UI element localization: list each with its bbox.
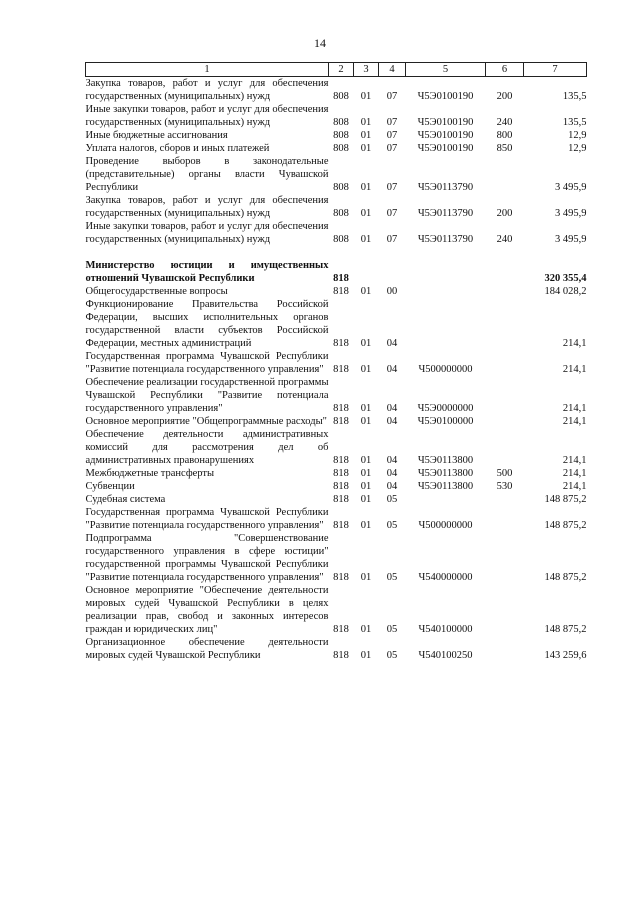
row-target-article: Ч5Э0100000 <box>417 416 474 427</box>
row-section-code: 01 <box>360 468 372 479</box>
row-name: Государственная программа Чувашской Республики "Развитие потенциала государственного управления" <box>85 507 329 531</box>
row-subsection-code: 07 <box>386 130 398 141</box>
row-name: Закупка товаров, работ и услуг для обеспечения государственных (муниципальных) нужд <box>85 78 329 102</box>
row-expense-type <box>486 415 524 428</box>
row-subsection-code: 05 <box>386 624 398 635</box>
table-row <box>86 194 587 220</box>
row-name: Иные закупки товаров, работ и услуг для обеспечения государственных (муниципальных) нужд <box>85 221 329 245</box>
row-subsection-code: 00 <box>386 286 398 297</box>
row-expense-type: 240 <box>496 117 513 128</box>
row-target-article: Ч5Э0113790 <box>417 208 474 219</box>
row-target-article: Ч540000000 <box>418 572 473 583</box>
row-section-code: 01 <box>360 143 372 154</box>
row-section-code: 01 <box>360 572 372 583</box>
row-target-article <box>406 259 486 285</box>
row-amount: 3 495,9 <box>555 182 587 193</box>
row-name: Обеспечение реализации государственной программы Чувашской Республики "Развитие потенциала государственного управления" <box>85 377 329 414</box>
table-row <box>86 467 587 480</box>
table-row <box>86 480 587 493</box>
row-amount: 148 875,2 <box>544 520 587 531</box>
spacer-row <box>86 246 587 259</box>
table-row <box>86 350 587 376</box>
row-section-code: 01 <box>360 234 372 245</box>
row-target-article: Ч5Э0113800 <box>417 468 474 479</box>
row-target-article: Ч5Э0000000 <box>417 403 474 414</box>
row-section-code: 01 <box>360 403 372 414</box>
row-section-code <box>354 259 379 285</box>
table-row <box>86 220 587 246</box>
row-amount: 214,1 <box>562 455 587 466</box>
row-subsection-code: 07 <box>386 234 398 245</box>
row-amount: 214,1 <box>562 468 587 479</box>
row-ministry-code: 808 <box>333 208 349 219</box>
page-number: 14 <box>314 36 326 50</box>
column-header-1: 1 <box>86 63 329 77</box>
column-header-7: 7 <box>524 63 587 77</box>
row-expense-type: 240 <box>496 234 513 245</box>
table-row <box>86 415 587 428</box>
row-target-article: Ч5Э0100190 <box>417 91 474 102</box>
row-ministry-code: 818 <box>333 273 349 284</box>
row-name: Закупка товаров, работ и услуг для обеспечения государственных (муниципальных) нужд <box>85 195 329 219</box>
row-expense-type: 200 <box>496 91 513 102</box>
table-row <box>86 428 587 467</box>
row-section-code: 01 <box>360 91 372 102</box>
row-ministry-code: 818 <box>333 572 349 583</box>
row-target-article <box>406 298 486 350</box>
row-amount: 214,1 <box>562 481 587 492</box>
row-section-code: 01 <box>360 117 372 128</box>
row-section-code: 01 <box>360 455 372 466</box>
row-amount: 214,1 <box>562 416 587 427</box>
row-ministry-code: 818 <box>333 416 349 427</box>
table-row <box>86 376 587 415</box>
row-expense-type <box>486 259 524 285</box>
row-subsection-code: 05 <box>386 494 398 505</box>
row-amount: 214,1 <box>562 403 587 414</box>
row-target-article: Ч540100250 <box>418 650 473 661</box>
row-expense-type: 800 <box>496 130 513 141</box>
column-header-6: 6 <box>486 63 524 77</box>
row-ministry-code: 818 <box>333 650 349 661</box>
row-subsection-code: 04 <box>386 364 398 375</box>
row-name: Подпрограмма "Совершенствование государственного управления в сфере юстиции" государственной программы Чувашской Республики "Развитие потенциала государственного управления" <box>85 533 329 583</box>
row-subsection-code: 04 <box>386 338 398 349</box>
row-ministry-code: 818 <box>333 481 349 492</box>
table-row <box>86 77 587 104</box>
row-name: Уплата налогов, сборов и иных платежей <box>85 143 270 154</box>
row-target-article: Ч5Э0113800 <box>417 481 474 492</box>
column-header-2: 2 <box>329 63 354 77</box>
row-section-code: 01 <box>360 208 372 219</box>
row-subsection-code: 07 <box>386 91 398 102</box>
row-section-code: 01 <box>360 416 372 427</box>
row-subsection-code: 05 <box>386 572 398 583</box>
row-subsection-code: 04 <box>386 468 398 479</box>
row-ministry-code: 808 <box>333 91 349 102</box>
row-ministry-code: 818 <box>333 624 349 635</box>
row-ministry-code: 818 <box>333 338 349 349</box>
row-expense-type <box>486 636 524 662</box>
row-name: Иные бюджетные ассигнования <box>85 130 228 141</box>
row-section-code: 01 <box>360 520 372 531</box>
row-subsection-code: 07 <box>386 143 398 154</box>
row-target-article: Ч5Э0100190 <box>417 130 474 141</box>
row-section-code: 01 <box>360 650 372 661</box>
row-name: Функционирование Правительства Российской Федерации, высших исполнительных органов государственной власти субъектов Российской Федерации, местных администраций <box>85 299 329 349</box>
row-target-article: Ч5Э0113790 <box>417 182 474 193</box>
row-expense-type <box>486 298 524 350</box>
row-name: Проведение выборов в законодательные (представительные) органы власти Чувашской Республики <box>85 156 329 193</box>
row-expense-type <box>486 584 524 636</box>
row-amount: 184 028,2 <box>544 286 587 297</box>
row-amount: 135,5 <box>562 117 587 128</box>
row-name: Государственная программа Чувашской Республики "Развитие потенциала государственного управления" <box>85 351 329 375</box>
row-target-article: Ч500000000 <box>418 520 473 531</box>
row-ministry-code: 808 <box>333 182 349 193</box>
row-expense-type: 500 <box>496 468 513 479</box>
row-name: Организационное обеспечение деятельности мировых судей Чувашской Республики <box>85 637 329 661</box>
row-amount: 214,1 <box>562 338 587 349</box>
row-amount: 3 495,9 <box>555 208 587 219</box>
table-row <box>86 103 587 129</box>
row-target-article <box>406 285 486 298</box>
row-target-article: Ч5Э0100190 <box>417 117 474 128</box>
row-ministry-code: 818 <box>333 520 349 531</box>
table-row <box>86 493 587 506</box>
row-section-code: 01 <box>360 338 372 349</box>
column-header-3: 3 <box>354 63 379 77</box>
row-subsection-code: 04 <box>386 416 398 427</box>
table-row <box>86 259 587 285</box>
row-section-code: 01 <box>360 364 372 375</box>
row-name: Межбюджетные трансферты <box>85 468 215 479</box>
table-row <box>86 155 587 194</box>
row-section-code: 01 <box>360 481 372 492</box>
spacer-cell <box>86 246 587 259</box>
table-row <box>86 636 587 662</box>
row-target-article: Ч5Э0113790 <box>417 234 474 245</box>
row-amount: 214,1 <box>562 364 587 375</box>
row-expense-type <box>486 428 524 467</box>
row-subsection-code: 04 <box>386 481 398 492</box>
row-amount: 148 875,2 <box>544 624 587 635</box>
row-name: Обеспечение деятельности административных комиссий для рассмотрения дел об административных правонарушениях <box>85 429 329 466</box>
row-target-article: Ч5Э0100190 <box>417 143 474 154</box>
column-header-4: 4 <box>379 63 406 77</box>
budget-table <box>85 62 587 662</box>
row-ministry-code: 808 <box>333 130 349 141</box>
row-expense-type <box>486 350 524 376</box>
row-section-code: 01 <box>360 182 372 193</box>
row-amount: 320 355,4 <box>544 273 587 284</box>
table-row <box>86 584 587 636</box>
row-ministry-code: 818 <box>333 286 349 297</box>
row-ministry-code: 808 <box>333 143 349 154</box>
row-expense-type: 200 <box>496 208 513 219</box>
row-amount: 143 259,6 <box>544 650 587 661</box>
table-row <box>86 298 587 350</box>
row-name: Основное мероприятие "Обеспечение деятельности мировых судей Чувашской Республики в целях реализации прав, свобод и законных интересов граждан и юридических лиц" <box>85 585 329 635</box>
row-subsection-code <box>379 259 406 285</box>
column-header-5: 5 <box>406 63 486 77</box>
row-amount: 135,5 <box>562 91 587 102</box>
row-amount: 148 875,2 <box>544 572 587 583</box>
table-row <box>86 506 587 532</box>
row-target-article: Ч540100000 <box>418 624 473 635</box>
table-row <box>86 129 587 142</box>
row-subsection-code: 05 <box>386 650 398 661</box>
row-ministry-code: 818 <box>333 364 349 375</box>
row-name: Общегосударственные вопросы <box>85 286 228 297</box>
row-name: Основное мероприятие "Общепрограммные расходы" <box>85 416 327 427</box>
row-name: Судебная система <box>85 494 166 505</box>
row-ministry-code: 818 <box>333 455 349 466</box>
row-target-article <box>406 493 486 506</box>
row-subsection-code: 07 <box>386 182 398 193</box>
row-ministry-code: 808 <box>333 117 349 128</box>
row-expense-type <box>486 285 524 298</box>
row-ministry-code: 808 <box>333 234 349 245</box>
row-amount: 3 495,9 <box>555 234 587 245</box>
table-row <box>86 142 587 155</box>
row-target-article: Ч500000000 <box>418 364 473 375</box>
row-name: Министерство юстиции и имущественных отношений Чувашской Республики <box>85 260 329 284</box>
row-expense-type <box>486 376 524 415</box>
row-expense-type <box>486 155 524 194</box>
row-target-article: Ч5Э0113800 <box>417 455 474 466</box>
row-subsection-code: 07 <box>386 117 398 128</box>
row-expense-type: 850 <box>496 143 513 154</box>
row-name: Иные закупки товаров, работ и услуг для обеспечения государственных (муниципальных) нужд <box>85 104 329 128</box>
row-expense-type <box>486 532 524 584</box>
table-body <box>86 77 587 663</box>
row-expense-type <box>486 506 524 532</box>
row-section-code: 01 <box>360 494 372 505</box>
row-section-code: 01 <box>360 130 372 141</box>
row-ministry-code: 818 <box>333 494 349 505</box>
table-row <box>86 532 587 584</box>
row-section-code: 01 <box>360 624 372 635</box>
table-row <box>86 285 587 298</box>
row-amount: 148 875,2 <box>544 494 587 505</box>
row-subsection-code: 04 <box>386 455 398 466</box>
row-ministry-code: 818 <box>333 468 349 479</box>
row-subsection-code: 07 <box>386 208 398 219</box>
row-name: Субвенции <box>85 481 135 492</box>
row-section-code: 01 <box>360 286 372 297</box>
row-expense-type: 530 <box>496 481 513 492</box>
row-expense-type <box>486 493 524 506</box>
table-header-row <box>86 63 587 77</box>
row-ministry-code: 818 <box>333 403 349 414</box>
row-subsection-code: 05 <box>386 520 398 531</box>
row-subsection-code: 04 <box>386 403 398 414</box>
row-amount: 12,9 <box>568 143 587 154</box>
row-amount: 12,9 <box>568 130 587 141</box>
